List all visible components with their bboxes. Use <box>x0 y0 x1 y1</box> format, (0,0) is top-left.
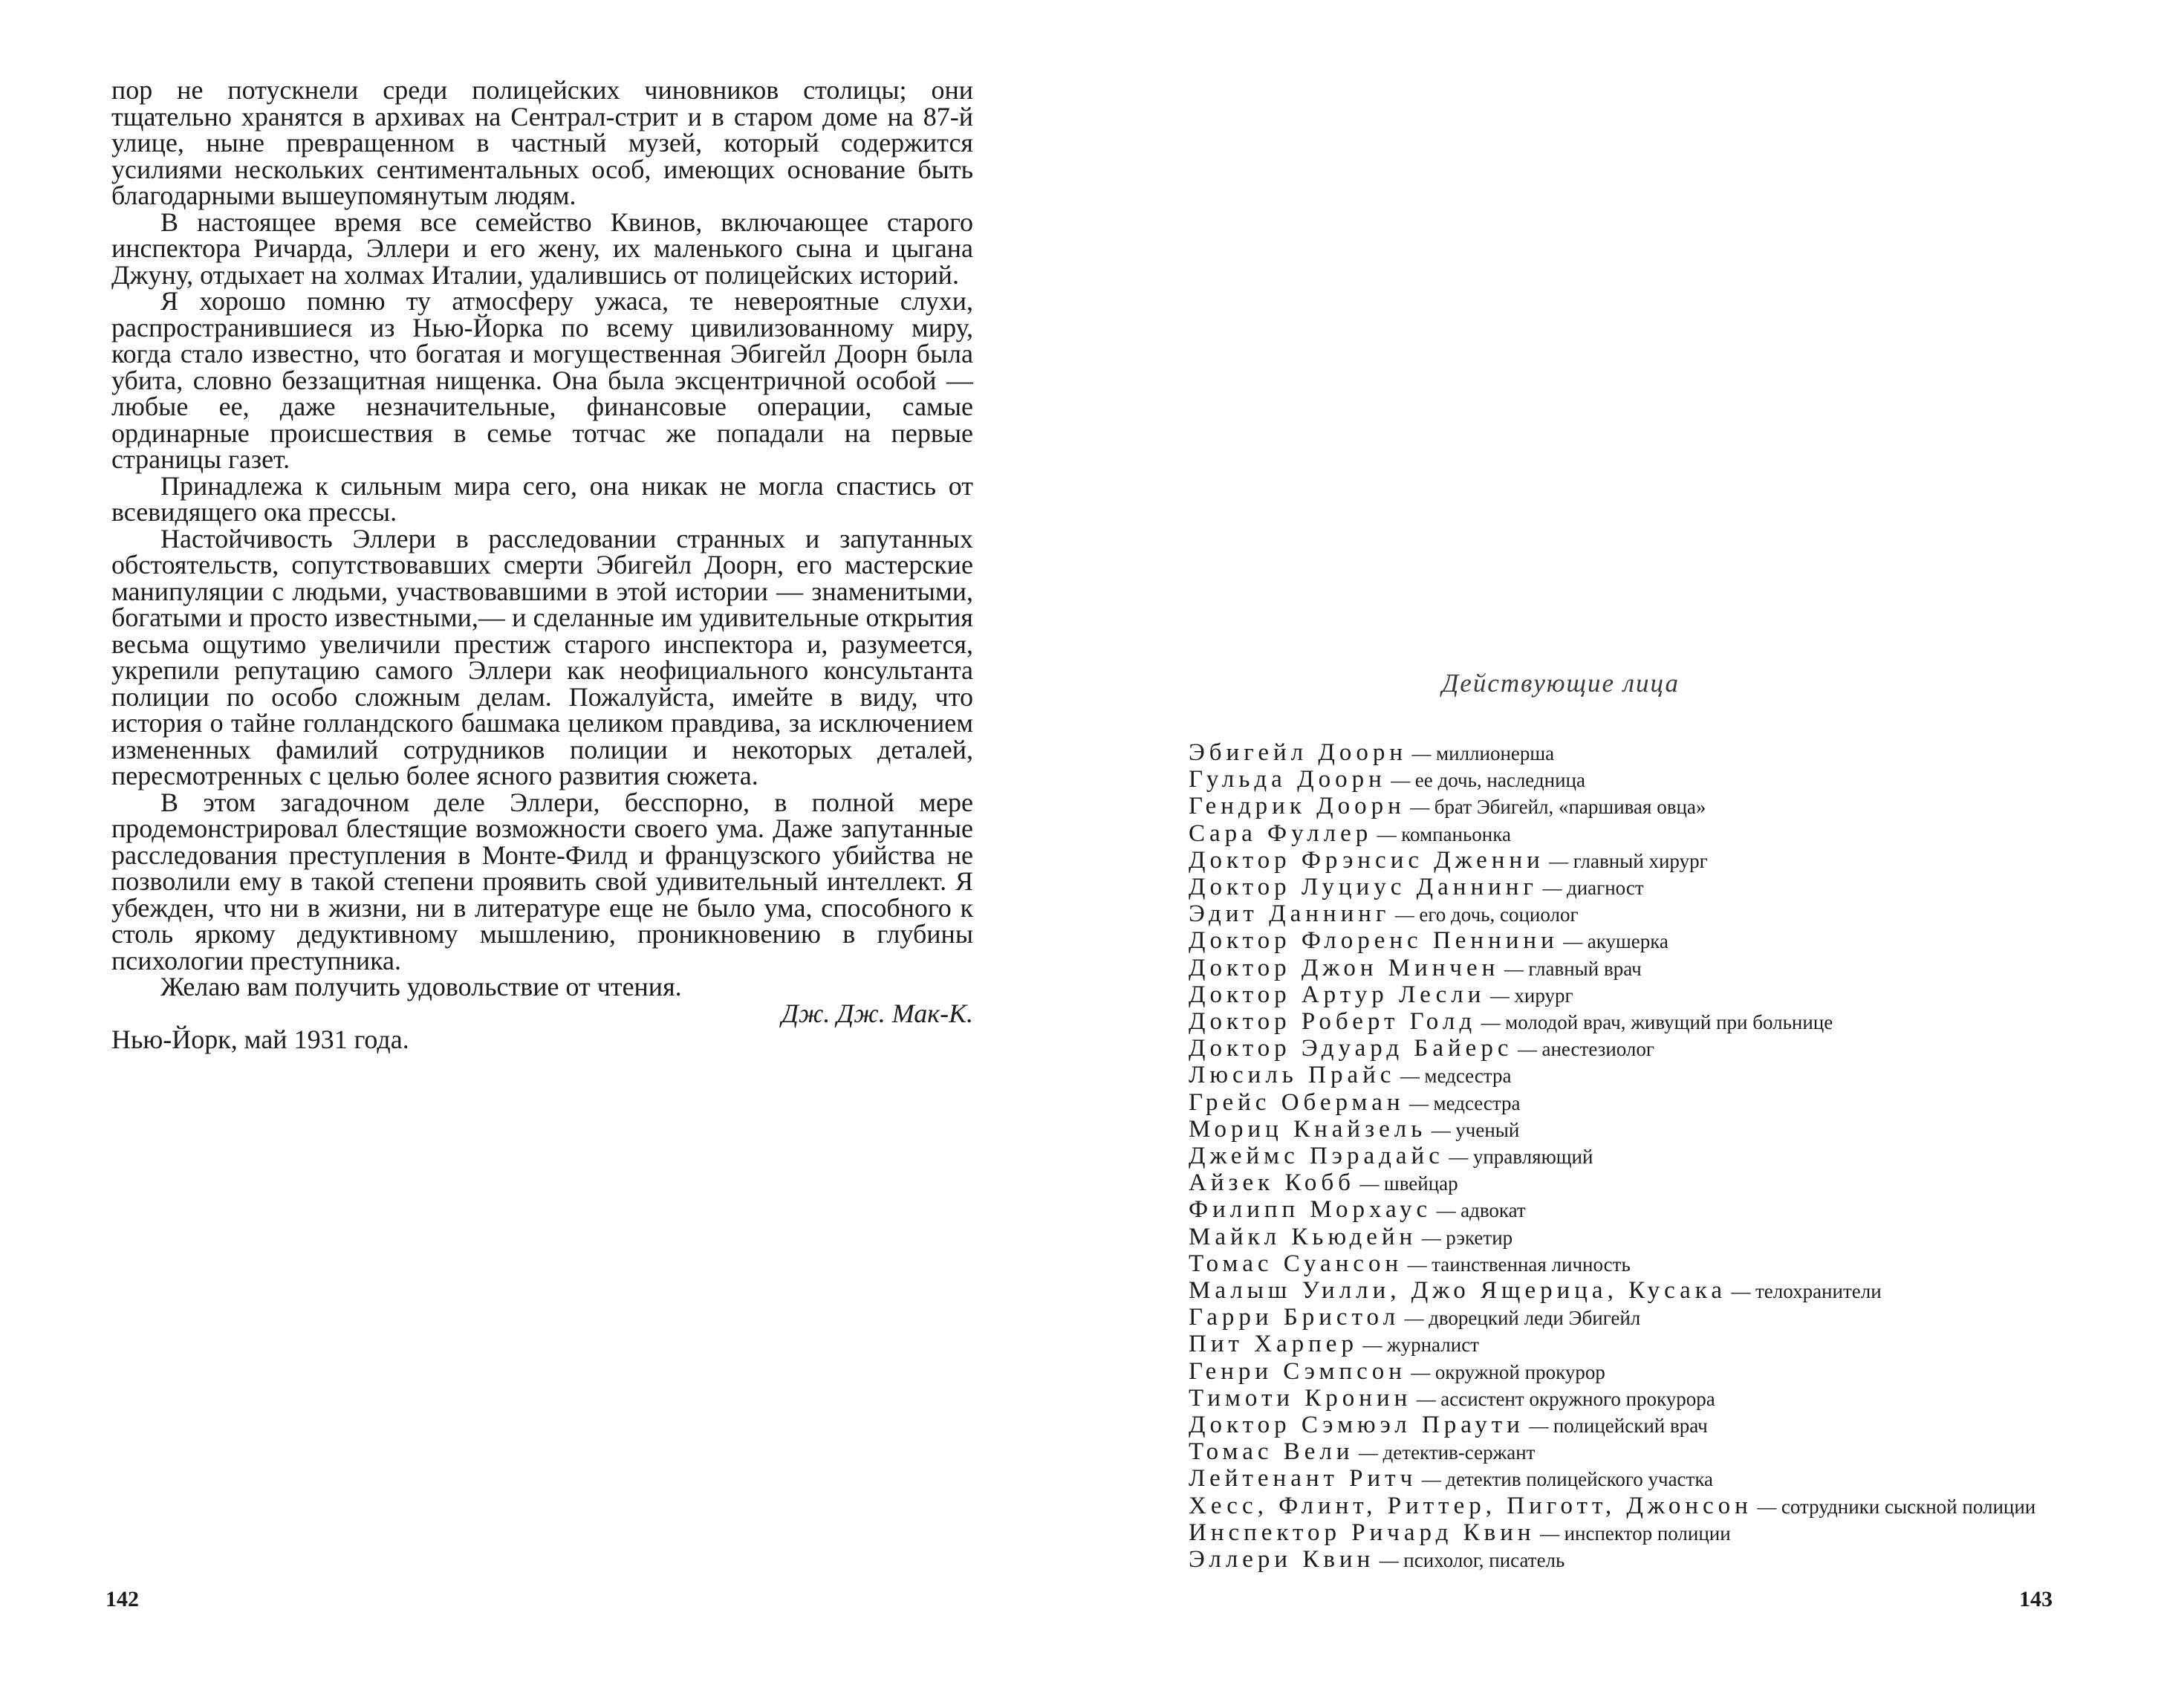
paragraph: Принадлежа к сильным мира сего, она никак не могла спастись от всевидящего ока прессы. <box>111 470 973 527</box>
cast-separator: — <box>1407 743 1437 764</box>
cast-entry <box>1189 1412 2110 1439</box>
cast-role: ученый <box>1455 1118 1520 1141</box>
place-date: Нью-Йорк, май 1931 года. <box>111 1025 409 1054</box>
cast-name: Гульда Доорн <box>1189 766 1386 793</box>
cast-name: Доктор Роберт Голд <box>1189 1008 1477 1036</box>
cast-entry <box>1189 1466 2110 1493</box>
cast-entry <box>1189 1305 2110 1331</box>
cast-entry <box>1189 767 2110 793</box>
page-number: 142 <box>105 1587 139 1611</box>
cast-name: Генри Сэмпсон <box>1189 1357 1406 1385</box>
cast-separator: — <box>1395 1065 1425 1088</box>
cast-entry <box>1189 1251 2110 1278</box>
cast-separator: — <box>1558 931 1588 953</box>
cast-entry <box>1189 874 2110 901</box>
cast-role: ее дочь, наследница <box>1414 769 1585 792</box>
cast-role: окружной прокурор <box>1434 1360 1605 1383</box>
cast-name: Гендрик Доорн <box>1189 793 1406 820</box>
cast-separator: — <box>1354 1442 1383 1464</box>
cast-entry <box>1189 1009 2110 1036</box>
cast-name: Грейс Оберман <box>1189 1088 1405 1116</box>
cast-name: Малыш Уилли, Джо Ящерица, Кусака <box>1189 1277 1726 1305</box>
cast-entry <box>1189 1117 2110 1143</box>
cast-role: таинственная личность <box>1432 1253 1631 1276</box>
cast-entry <box>1189 1493 2110 1520</box>
paragraph: В настоящее время все семейство Квинов, включающее старого инспектора Ричарда, Эллери и его жену, их маленького сына и цыгана Джуну, отдыхает на холмах Италии, удалившись от полицейских историй. <box>111 207 973 290</box>
cast-role: детектив-сержант <box>1382 1441 1536 1464</box>
cast-separator: — <box>1535 1522 1564 1545</box>
cast-entry <box>1189 1331 2110 1358</box>
cast-entry <box>1189 793 2110 820</box>
cast-entry <box>1189 1036 2110 1062</box>
cast-name: Доктор Артур Лесли <box>1189 981 1486 1008</box>
cast-entry <box>1189 1224 2110 1251</box>
cast-entry <box>1189 928 2110 955</box>
cast-name: Пит Харпер <box>1189 1331 1358 1358</box>
cast-role: сотрудники сыскной полиции <box>1781 1495 2036 1518</box>
cast-entry <box>1189 901 2110 928</box>
cast-separator: — <box>1357 1334 1387 1357</box>
cast-separator: — <box>1404 1092 1434 1114</box>
cast-separator: — <box>1512 1039 1542 1061</box>
cast-role: главный хирург <box>1573 849 1708 872</box>
cast-separator: — <box>1476 1012 1506 1034</box>
cast-name: Доктор Эдуард Байерс <box>1189 1035 1513 1062</box>
cast-name: Сара Фуллер <box>1189 819 1373 847</box>
cast-separator: — <box>1485 984 1515 1007</box>
cast-entry <box>1189 1170 2110 1197</box>
cast-separator: — <box>1417 1469 1446 1491</box>
cast-separator: — <box>1443 1146 1473 1169</box>
cast-separator: — <box>1411 1388 1441 1410</box>
cast-separator: — <box>1374 1550 1404 1572</box>
cast-role: детектив полицейского участка <box>1446 1468 1714 1491</box>
cast-separator: — <box>1426 1119 1456 1141</box>
left-page-text <box>111 77 973 1053</box>
cast-list <box>1189 740 2110 1574</box>
cast-separator: — <box>1372 823 1402 845</box>
cast-role: миллионерша <box>1436 742 1555 764</box>
cast-separator: — <box>1390 904 1420 926</box>
cast-role: управляющий <box>1472 1146 1593 1169</box>
cast-separator: — <box>1537 877 1567 900</box>
paragraph: Я хорошо помню ту атмосферу ужаса, те невероятные слухи, распространившиеся из Нью-Йорка по всему цивилизованному миру, когда стало известно, что богатая и могущественная Эбигейл Доорн была убита, словно беззащитная нищенка. Она была эксцентричной особой — любые ее, даже незначительные, финансовые операции, самые ординарные происшествия в семье тотчас же попадали на первые страницы газет. <box>111 286 973 474</box>
cast-entry <box>1189 1143 2110 1170</box>
cast-entry <box>1189 1386 2110 1412</box>
signature: Дж. Дж. Мак-К. <box>782 998 973 1028</box>
paragraph: Настойчивость Эллери в расследовании странных и запутанных обстоятельств, сопутствовавших смерти Эбигейл Доорн, его мастерские манипуляции с людьми, участвовавшими в этой истории — знаменитыми, богатыми и просто известными,— и сделанные им удивительные открытия весьма ощутимо увеличили престиж старого инспектора и, разумеется, укрепили репутацию самого Эллери как неофициального консультанта полиции по особо сложным делам. Пожалуйста, имейте в виду, что история о тайне голландского башмака целиком правдива, за исключением измененных фамилий сотрудников полиции и некоторых деталей, пересмотренных с целью более ясного развития сюжета. <box>111 523 973 790</box>
cast-role: компаньонка <box>1401 822 1511 845</box>
cast-role: швейцар <box>1383 1172 1458 1195</box>
cast-name: Лейтенант Ритч <box>1189 1465 1417 1493</box>
cast-name: Филипп Морхаус <box>1189 1196 1432 1224</box>
cast-entry <box>1189 740 2110 767</box>
cast-name: Майкл Кьюдейн <box>1189 1223 1417 1250</box>
cast-name: Хесс, Флинт, Риттер, Пиготт, Джонсон <box>1189 1492 1752 1519</box>
cast-separator: — <box>1524 1415 1553 1438</box>
cast-entry <box>1189 955 2110 982</box>
page-number: 143 <box>2019 1587 2053 1611</box>
cast-entry <box>1189 1520 2110 1547</box>
cast-name: Джеймс Пэрадайс <box>1189 1143 1444 1170</box>
cast-role: полицейский врач <box>1553 1415 1708 1438</box>
cast-entry <box>1189 1197 2110 1224</box>
cast-role: психолог, писатель <box>1403 1549 1565 1572</box>
cast-role: инспектор полиции <box>1564 1522 1731 1545</box>
cast-entry <box>1189 848 2110 874</box>
cast-entry <box>1189 1547 2110 1574</box>
cast-name: Томас Суансон <box>1189 1250 1403 1277</box>
paragraph: В этом загадочном деле Эллери, бесспорно, в полной мере продемонстрировал блестящие возможности своего ума. Даже запутанные расследования преступления в Монте-Филд и французского убийства не позволили ему в такой степени проявить свой удивительный интеллект. Я убежден, что ни в жизни, ни в литературе еще не было ума, способного к столь яркому дедуктивному мышлению, проникновению в глубины психологии преступника. <box>111 787 973 975</box>
cast-entry <box>1189 1278 2110 1305</box>
cast-role: анестезиолог <box>1541 1038 1654 1061</box>
cast-name: Доктор Флоренс Пеннини <box>1189 927 1559 955</box>
cast-name: Айзек Кобб <box>1189 1169 1355 1197</box>
cast-entry <box>1189 821 2110 848</box>
cast-name: Эдит Даннинг <box>1189 900 1391 928</box>
cast-role: диагност <box>1566 877 1644 900</box>
cast-separator: — <box>1544 850 1573 872</box>
cast-name: Инспектор Ричард Квин <box>1189 1519 1536 1546</box>
cast-name: Тимоти Кронин <box>1189 1384 1412 1412</box>
cast-entry <box>1189 1062 2110 1089</box>
cast-name: Люсиль Прайс <box>1189 1062 1396 1089</box>
cast-name: Томас Вели <box>1189 1438 1354 1466</box>
cast-role: его дочь, социолог <box>1419 903 1579 926</box>
cast-entry <box>1189 1090 2110 1117</box>
right-page <box>1082 0 2164 1708</box>
cast-role: главный врач <box>1528 957 1642 980</box>
cast-entry <box>1189 1439 2110 1466</box>
cast-separator: — <box>1417 1227 1446 1249</box>
cast-separator: — <box>1400 1308 1429 1330</box>
cast-name: Гарри Бристол <box>1189 1304 1400 1331</box>
cast-heading: Действующие лица <box>1442 669 1680 698</box>
paragraph: пор не потускнели среди полицейских чиновников столицы; они тщательно хранятся в архивах на Сентрал-стрит и в старом доме на 87-й улице, ныне превращенном в частный музей, который содержится усилиями нескольких сентиментальных особ, имеющих основание быть благодарными вышеупомянутым людям. <box>111 75 973 210</box>
cast-name: Эбигейл Доорн <box>1189 739 1408 766</box>
cast-name: Доктор Джон Минчен <box>1189 954 1500 981</box>
cast-role: медсестра <box>1424 1065 1512 1088</box>
cast-separator: — <box>1403 1253 1432 1276</box>
cast-role: адвокат <box>1460 1199 1526 1222</box>
cast-role: хирург <box>1514 984 1573 1007</box>
cast-role: медсестра <box>1433 1091 1521 1114</box>
cast-separator: — <box>1432 1200 1461 1222</box>
cast-separator: — <box>1405 796 1434 819</box>
cast-separator: — <box>1385 770 1415 792</box>
cast-role: ассистент окружного прокурора <box>1440 1387 1715 1410</box>
cast-name: Мориц Кнайзель <box>1189 1115 1427 1143</box>
cast-role: журналист <box>1386 1334 1479 1357</box>
cast-entry <box>1189 982 2110 1009</box>
cast-role: дворецкий леди Эбигейл <box>1429 1307 1641 1330</box>
cast-separator: — <box>1354 1173 1384 1195</box>
cast-name: Доктор Сэмюэл Праути <box>1189 1412 1524 1439</box>
cast-separator: — <box>1406 1361 1435 1383</box>
cast-entry <box>1189 1359 2110 1386</box>
cast-name: Доктор Фрэнсис Дженни <box>1189 846 1544 874</box>
cast-name: Доктор Луциус Даннинг <box>1189 874 1538 901</box>
cast-role: телохранители <box>1755 1280 1882 1303</box>
cast-name: Эллери Квин <box>1189 1546 1375 1574</box>
cast-separator: — <box>1752 1496 1781 1518</box>
cast-separator: — <box>1499 958 1529 980</box>
cast-role: молодой врач, живущий при больнице <box>1505 1011 1833 1034</box>
paragraph: Желаю вам получить удовольствие от чтения. <box>160 972 682 1001</box>
cast-role: рэкетир <box>1446 1226 1513 1249</box>
cast-role: брат Эбигейл, «паршивая овца» <box>1434 796 1706 819</box>
cast-separator: — <box>1726 1281 1755 1303</box>
cast-role: акушерка <box>1587 930 1669 953</box>
